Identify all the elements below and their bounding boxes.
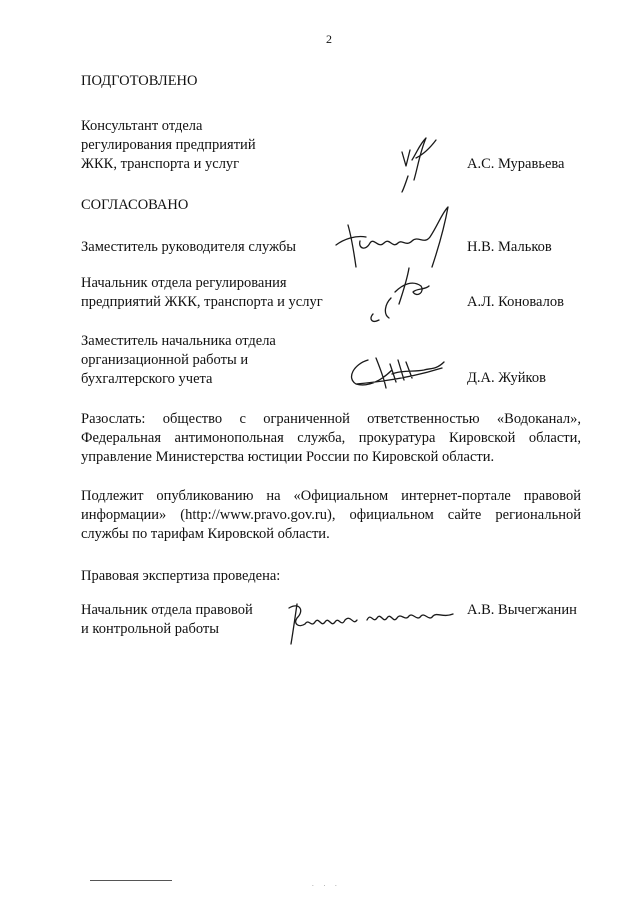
legal-review-name: А.В. Вычегжанин [467,602,577,618]
signature-vychegzhanin [285,598,460,648]
position-line: бухгалтерского учета [81,371,213,387]
signatory-2-name: А.Л. Коновалов [467,294,564,310]
prepared-heading: ПОДГОТОВЛЕНО [81,73,198,89]
signature-konovalov [365,262,445,327]
signatory-2-position [81,274,323,312]
footer-rule [90,880,172,881]
position-line: Начальник отдела регулирования [81,275,287,291]
signatory-3-position [81,332,276,389]
position-line: Консультант отдела [81,118,203,134]
position-line: предприятий ЖКК, транспорта и услуг [81,294,323,310]
position-line: ЖКК, транспорта и услуг [81,156,240,172]
publication-paragraph: Подлежит опубликованию на «Официальном интернет-портале правовой информации» (http://www.pravo.gov.ru), официальном сайте региональной службы по тарифам Кировской области. [81,488,581,542]
position-line: регулирования предприятий [81,137,256,153]
position-line: организационной работы и [81,352,249,368]
agreed-heading: СОГЛАСОВАНО [81,197,189,213]
distribution-paragraph: Разослать: общество с ограниченной ответственностью «Водоканал», Федеральная антимонопольная служба, прокуратура Кировской области, управление Министерства юстиции России по Кировской области. [81,411,581,465]
signatory-3-name: Д.А. Жуйков [467,370,546,386]
scan-specks: . . . [312,880,341,888]
prepared-name: А.С. Муравьева [467,156,565,172]
position-line: Заместитель начальника отдела [81,333,276,349]
position-line: и контрольной работы [81,621,219,637]
position-line: Начальник отдела правовой [81,602,253,618]
signature-zhuykov [340,348,460,398]
prepared-position [81,117,256,174]
signatory-1-position: Заместитель руководителя службы [81,239,297,255]
signatory-1-name: Н.В. Мальков [467,239,552,255]
legal-review-position [81,601,253,639]
signature-muravyeva [390,130,450,195]
legal-review-heading: Правовая экспертиза проведена: [81,568,281,584]
page-number: 2 [326,32,332,46]
